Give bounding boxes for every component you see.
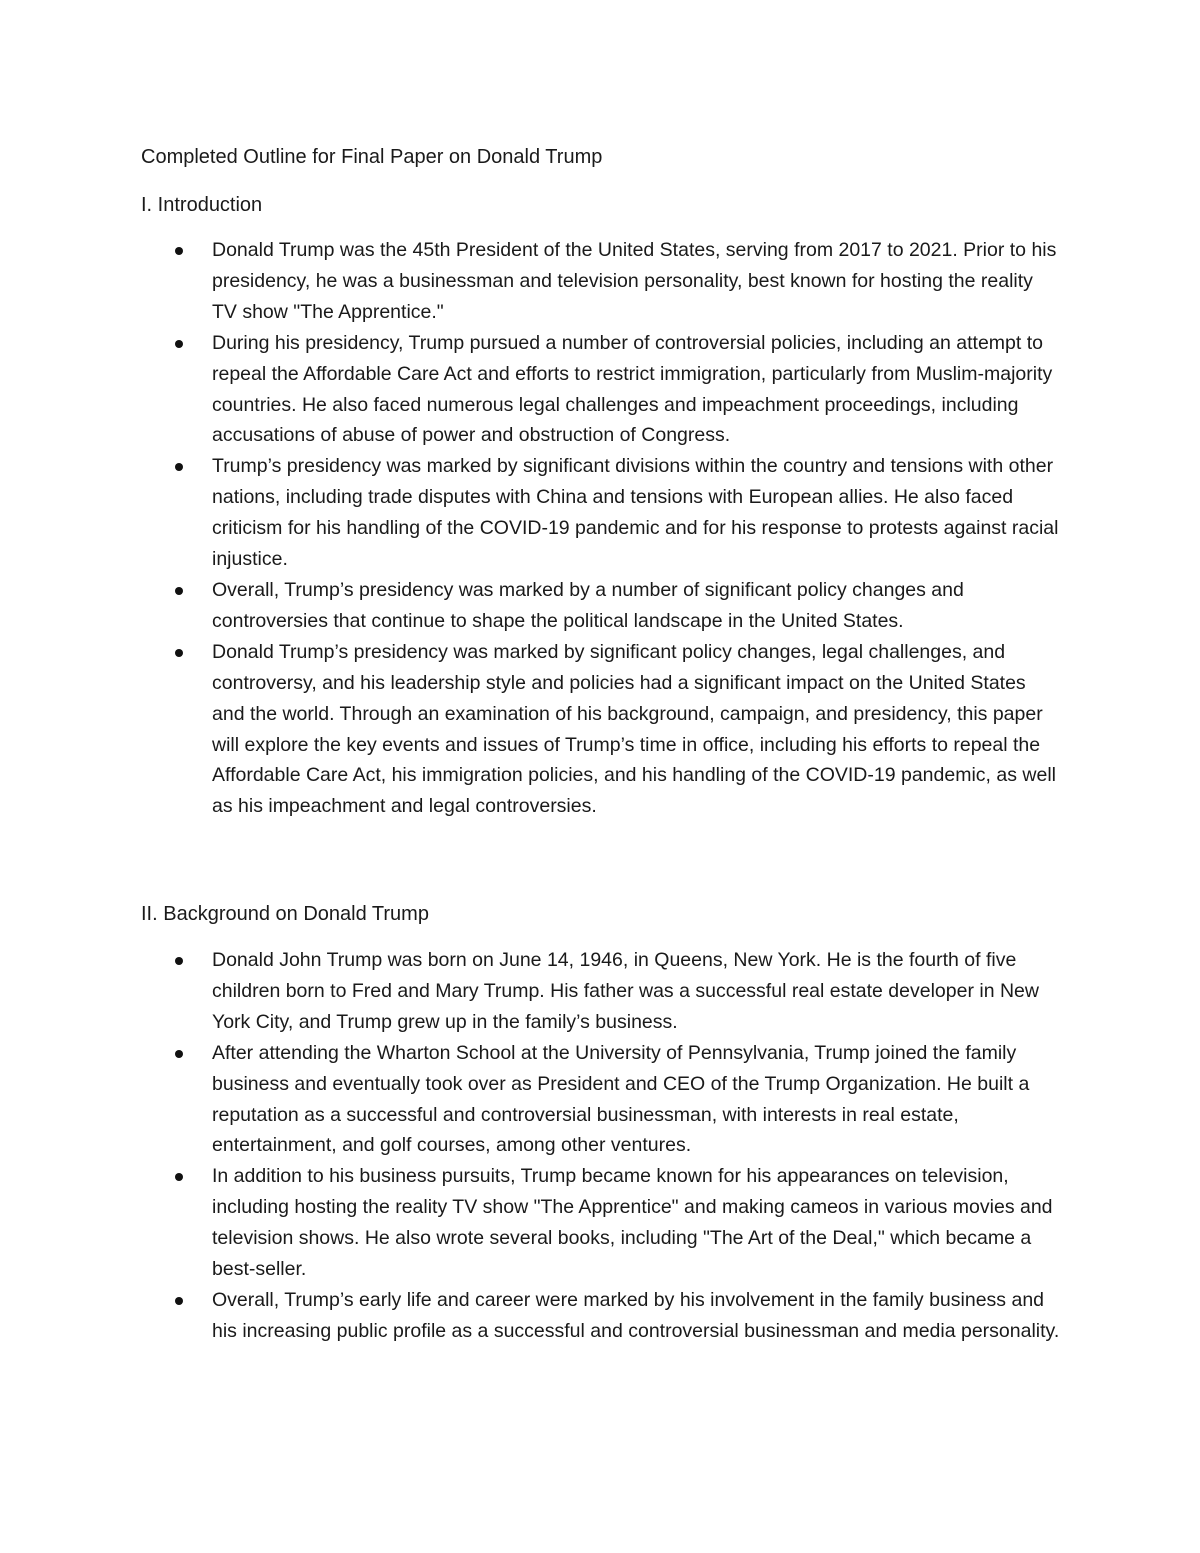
- bullet-icon: [175, 463, 183, 471]
- list-item-text: Donald Trump’s presidency was marked by significant policy changes, legal challenges, and controversy, and his leadership style and policies had a significant impact on the United States and the world. Through an examination of his background, campaign, and presidency, this paper will explore the key events and issues of Trump’s time in office, including his efforts to repeal the Affordable Care Act, his immigration policies, and his handling of the COVID-19 pandemic, as well as his impeachment and legal controversies.: [212, 640, 1056, 818]
- list-item: [141, 945, 1061, 1038]
- list-item: [141, 1161, 1061, 1285]
- bullet-icon: [175, 340, 183, 348]
- list-item: [141, 328, 1061, 452]
- list-item-text: Overall, Trump’s presidency was marked by a number of significant policy changes and controversies that continue to shape the political landscape in the United States.: [212, 578, 964, 632]
- list-item-text: Overall, Trump’s early life and career were marked by his involvement in the family business and his increasing public profile as a successful and controversial businessman and media personality.: [212, 1288, 1060, 1342]
- list-item-text: Trump’s presidency was marked by significant divisions within the country and tensions with other nations, including trade disputes with China and tensions with European allies. He also faced criticism for his handling of the COVID-19 pandemic and for his response to protests against racial injustice.: [212, 455, 1059, 571]
- bullet-icon: [175, 587, 183, 595]
- list-item: [141, 235, 1061, 328]
- list-item-text: After attending the Wharton School at the University of Pennsylvania, Trump joined the family business and eventually took over as President and CEO of the Trump Organization. He built a reputation as a successful and controversial businessman, with interests in real estate, entertainment, and golf courses, among other ventures.: [212, 1041, 1030, 1157]
- bullet-icon: [175, 649, 183, 657]
- section-heading-background: II. Background on Donald Trump: [141, 903, 429, 925]
- list-item: [141, 1285, 1061, 1347]
- list-item: [141, 1038, 1061, 1162]
- bullet-icon: [175, 1297, 183, 1305]
- introduction-bullet-list: [141, 235, 1061, 822]
- background-bullet-list: [141, 945, 1061, 1347]
- list-item-text: During his presidency, Trump pursued a number of controversial policies, including an attempt to repeal the Affordable Care Act and efforts to restrict immigration, particularly from Muslim-majority countries. He also faced numerous legal challenges and impeachment proceedings, including accusations of abuse of power and obstruction of Congress.: [212, 331, 1053, 447]
- section-heading-introduction: I. Introduction: [141, 194, 263, 216]
- bullet-icon: [175, 1050, 183, 1058]
- bullet-icon: [175, 247, 183, 255]
- bullet-icon: [175, 1173, 183, 1181]
- list-item-text: Donald John Trump was born on June 14, 1946, in Queens, New York. He is the fourth of five children born to Fred and Mary Trump. His father was a successful real estate developer in New York City, and Trump grew up in the family’s business.: [212, 949, 1039, 1033]
- list-item-text: In addition to his business pursuits, Trump became known for his appearances on television, including hosting the reality TV show "The Apprentice" and making cameos in various movies and television shows. He also wrote several books, including "The Art of the Deal," which became a best-seller.: [212, 1165, 1053, 1281]
- list-item-text: Donald Trump was the 45th President of the United States, serving from 2017 to 2021. Prior to his presidency, he was a businessman and television personality, best known for hosting the reality TV show "The Apprentice.": [212, 239, 1057, 323]
- list-item: [141, 575, 1061, 637]
- list-item: [141, 451, 1061, 575]
- list-item: [141, 637, 1061, 822]
- document-title: Completed Outline for Final Paper on Donald Trump: [141, 146, 603, 168]
- bullet-icon: [175, 957, 183, 965]
